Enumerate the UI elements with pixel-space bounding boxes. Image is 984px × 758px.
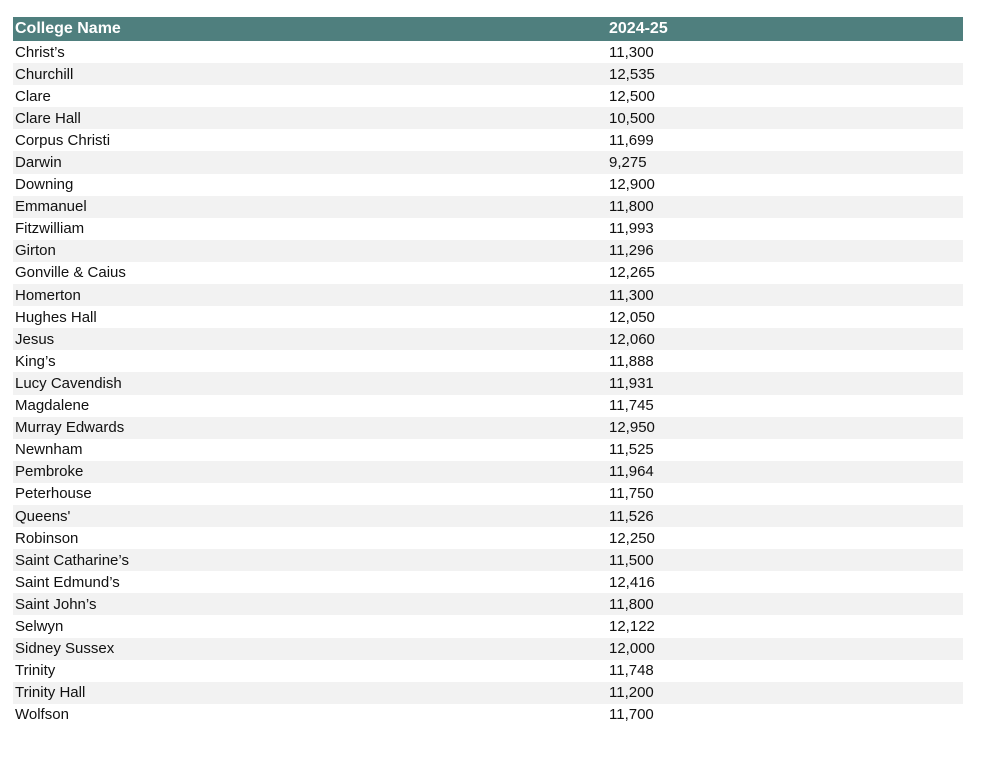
college-name-cell: Clare Hall	[15, 109, 81, 127]
table-row	[13, 704, 963, 726]
fee-2024-25-cell: 12,122	[609, 617, 655, 635]
table-row	[13, 129, 963, 151]
college-name-cell: Wolfson	[15, 706, 69, 724]
fee-2024-25-cell: 12,060	[609, 330, 655, 348]
fee-2024-25-cell: 11,931	[609, 374, 654, 392]
fee-2024-25-cell: 11,300	[609, 43, 654, 61]
fee-2024-25-cell: 12,500	[609, 87, 655, 105]
table-row	[13, 615, 963, 637]
fee-2024-25-cell: 11,745	[609, 397, 654, 415]
college-name-cell: Churchill	[15, 65, 74, 83]
fee-2024-25-cell: 11,525	[609, 441, 654, 459]
table-row	[13, 85, 963, 107]
college-name-cell: Saint Catharine’s	[15, 551, 129, 569]
table-row	[13, 41, 963, 63]
fee-2024-25-cell: 11,993	[609, 220, 654, 238]
college-name-cell: Newnham	[15, 441, 83, 459]
college-name-cell: Homerton	[15, 286, 81, 304]
college-name-cell: Clare	[15, 87, 51, 105]
college-name-cell: Pembroke	[15, 463, 84, 481]
table-row	[13, 262, 963, 284]
table-header-row	[13, 17, 963, 41]
college-name-cell: Peterhouse	[15, 485, 92, 503]
fee-2024-25-cell: 12,050	[609, 308, 655, 326]
fee-2024-25-cell: 12,950	[609, 419, 655, 437]
table-row	[13, 63, 963, 85]
fee-2024-25-cell: 12,416	[609, 573, 655, 591]
college-name-cell: Christ’s	[15, 43, 65, 61]
table-row	[13, 527, 963, 549]
table-row	[13, 151, 963, 173]
college-name-cell: Saint Edmund’s	[15, 573, 120, 591]
fee-2024-25-cell: 10,500	[609, 109, 655, 127]
college-name-cell: Lucy Cavendish	[15, 374, 122, 392]
table-row	[13, 660, 963, 682]
column-header-2024-25: 2024-25	[609, 20, 668, 37]
fee-2024-25-cell: 12,250	[609, 529, 655, 547]
table-body	[13, 41, 963, 726]
college-name-cell: Girton	[15, 242, 56, 260]
table-row	[13, 218, 963, 240]
fee-2024-25-cell: 12,265	[609, 264, 655, 282]
fee-2024-25-cell: 12,000	[609, 640, 655, 658]
table-row	[13, 682, 963, 704]
fee-2024-25-cell: 11,964	[609, 463, 654, 481]
college-name-cell: Darwin	[15, 154, 62, 172]
college-name-cell: Sidney Sussex	[15, 640, 115, 658]
table-row	[13, 483, 963, 505]
college-name-cell: Trinity Hall	[15, 684, 86, 702]
college-name-cell: Magdalene	[15, 397, 90, 415]
college-name-cell: Corpus Christi	[15, 131, 111, 149]
table-row	[13, 505, 963, 527]
table-row	[13, 395, 963, 417]
college-name-cell: Trinity	[15, 662, 56, 680]
fee-2024-25-cell: 12,535	[609, 65, 655, 83]
table-row	[13, 306, 963, 328]
fee-2024-25-cell: 11,500	[609, 551, 654, 569]
table-row	[13, 174, 963, 196]
table-row	[13, 417, 963, 439]
table-row	[13, 240, 963, 262]
fee-2024-25-cell: 12,900	[609, 176, 655, 194]
table-row	[13, 439, 963, 461]
fee-2024-25-cell: 11,800	[609, 595, 654, 613]
college-fees-table	[13, 17, 963, 726]
table-row	[13, 593, 963, 615]
college-name-cell: Downing	[15, 176, 74, 194]
table-row	[13, 107, 963, 129]
fee-2024-25-cell: 11,888	[609, 352, 654, 370]
college-name-cell: Queens'	[15, 507, 71, 525]
fee-2024-25-cell: 11,750	[609, 485, 654, 503]
fee-2024-25-cell: 9,275	[609, 154, 647, 172]
table-row	[13, 372, 963, 394]
college-name-cell: Murray Edwards	[15, 419, 125, 437]
college-name-cell: Selwyn	[15, 617, 64, 635]
college-name-cell: Gonville & Caius	[15, 264, 126, 282]
fee-2024-25-cell: 11,296	[609, 242, 654, 260]
college-name-cell: Fitzwilliam	[15, 220, 85, 238]
college-name-cell: Robinson	[15, 529, 79, 547]
table-row	[13, 571, 963, 593]
fee-2024-25-cell: 11,800	[609, 198, 654, 216]
fee-2024-25-cell: 11,526	[609, 507, 654, 525]
column-header-college-name: College Name	[15, 20, 121, 37]
fee-2024-25-cell: 11,300	[609, 286, 654, 304]
table-row	[13, 196, 963, 218]
college-name-cell: Saint John’s	[15, 595, 97, 613]
fee-2024-25-cell: 11,748	[609, 662, 654, 680]
table-row	[13, 350, 963, 372]
fee-2024-25-cell: 11,700	[609, 706, 654, 724]
college-name-cell: Jesus	[15, 330, 55, 348]
fee-2024-25-cell: 11,200	[609, 684, 654, 702]
college-name-cell: King’s	[15, 352, 56, 370]
fee-2024-25-cell: 11,699	[609, 131, 654, 149]
table-row	[13, 638, 963, 660]
table-row	[13, 284, 963, 306]
table-row	[13, 549, 963, 571]
table-row	[13, 328, 963, 350]
table-row	[13, 461, 963, 483]
college-name-cell: Hughes Hall	[15, 308, 97, 326]
college-name-cell: Emmanuel	[15, 198, 87, 216]
